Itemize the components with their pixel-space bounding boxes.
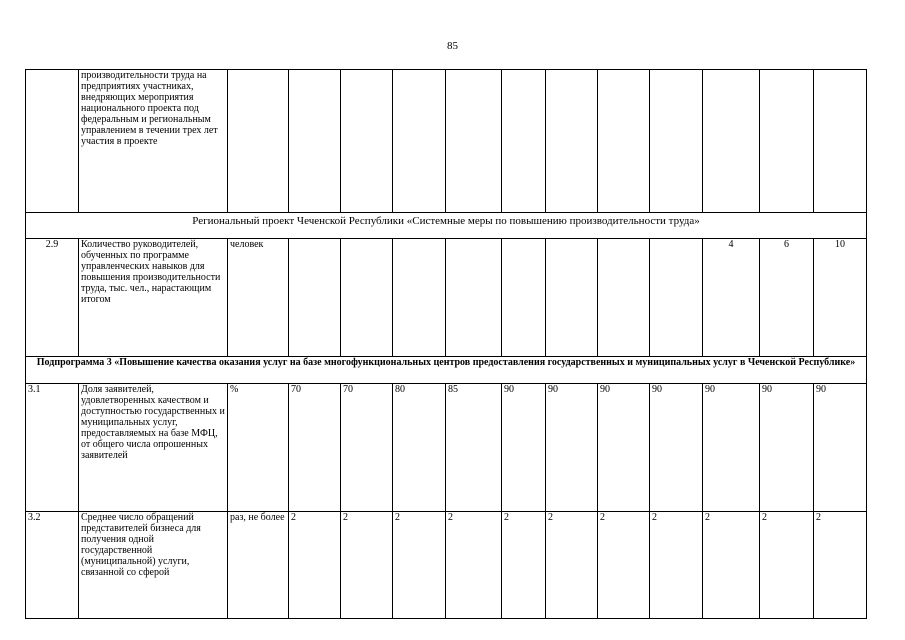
table-row bbox=[26, 239, 867, 357]
row-number-cell: 3.2 bbox=[26, 512, 79, 619]
value-cell: 10 bbox=[814, 239, 867, 357]
value-cell bbox=[598, 239, 650, 357]
value-cell: 90 bbox=[502, 384, 546, 512]
value-cell: 2 bbox=[546, 512, 598, 619]
value-cell: 4 bbox=[703, 239, 760, 357]
unit-cell: человек bbox=[228, 239, 289, 357]
value-cell bbox=[393, 70, 446, 213]
value-cell bbox=[650, 239, 703, 357]
value-cell bbox=[289, 70, 341, 213]
value-cell: 70 bbox=[289, 384, 341, 512]
value-cell: 2 bbox=[393, 512, 446, 619]
value-cell: 6 bbox=[760, 239, 814, 357]
indicator-cell: производительности труда на предприятиях участниках, внедряющих мероприятия национального проекта под федеральным и региональным управлением в течении трех лет участия в проекте bbox=[79, 70, 228, 213]
value-cell bbox=[650, 70, 703, 213]
value-cell: 2 bbox=[502, 512, 546, 619]
section-title-subprogram-3: Подпрограмма 3 «Повышение качества оказания услуг на базе многофункциональных центров предоставления государственных и муниципальных услуг в Чеченской Республике» bbox=[26, 357, 867, 384]
value-cell: 90 bbox=[598, 384, 650, 512]
value-cell: 90 bbox=[703, 384, 760, 512]
section-header-row bbox=[26, 357, 867, 384]
value-cell: 90 bbox=[650, 384, 703, 512]
value-cell: 2 bbox=[814, 512, 867, 619]
value-cell bbox=[446, 239, 502, 357]
value-cell bbox=[341, 70, 393, 213]
value-cell: 90 bbox=[760, 384, 814, 512]
indicator-cell: Количество руководителей, обученных по программе управленческих навыков для повышения производительности труда, тыс. чел., нарастающим итогом bbox=[79, 239, 228, 357]
value-cell: 2 bbox=[289, 512, 341, 619]
indicator-cell: Доля заявителей, удовлетворенных качеством и доступностью государственных и муниципальных услуг, предоставляемых на базе МФЦ, от общего числа опрошенных заявителей bbox=[79, 384, 228, 512]
section-title-regional-project: Региональный проект Чеченской Республики «Системные меры по повышению производительности труда» bbox=[26, 213, 867, 239]
value-cell bbox=[502, 239, 546, 357]
value-cell bbox=[814, 70, 867, 213]
value-cell bbox=[393, 239, 446, 357]
indicators-table bbox=[25, 69, 867, 619]
table-row bbox=[26, 512, 867, 619]
value-cell: 2 bbox=[650, 512, 703, 619]
value-cell bbox=[546, 70, 598, 213]
value-cell: 2 bbox=[446, 512, 502, 619]
value-cell: 90 bbox=[546, 384, 598, 512]
section-header-row bbox=[26, 213, 867, 239]
value-cell bbox=[598, 70, 650, 213]
value-cell: 80 bbox=[393, 384, 446, 512]
indicator-cell: Среднее число обращений представителей бизнеса для получения одной государственной (муниципальной) услуги, связанной со сферой bbox=[79, 512, 228, 619]
value-cell bbox=[289, 239, 341, 357]
value-cell bbox=[446, 70, 502, 213]
value-cell: 2 bbox=[598, 512, 650, 619]
unit-cell bbox=[228, 70, 289, 213]
table-row bbox=[26, 70, 867, 213]
value-cell: 2 bbox=[341, 512, 393, 619]
row-number-cell bbox=[26, 70, 79, 213]
value-cell: 2 bbox=[760, 512, 814, 619]
value-cell bbox=[546, 239, 598, 357]
value-cell bbox=[760, 70, 814, 213]
row-number-cell: 3.1 bbox=[26, 384, 79, 512]
value-cell: 85 bbox=[446, 384, 502, 512]
unit-cell: раз, не более bbox=[228, 512, 289, 619]
row-number-cell: 2.9 bbox=[26, 239, 79, 357]
value-cell bbox=[703, 70, 760, 213]
value-cell: 70 bbox=[341, 384, 393, 512]
value-cell bbox=[502, 70, 546, 213]
page-number: 85 bbox=[447, 40, 458, 52]
unit-cell: % bbox=[228, 384, 289, 512]
table-row bbox=[26, 384, 867, 512]
value-cell: 90 bbox=[814, 384, 867, 512]
value-cell: 2 bbox=[703, 512, 760, 619]
value-cell bbox=[341, 239, 393, 357]
